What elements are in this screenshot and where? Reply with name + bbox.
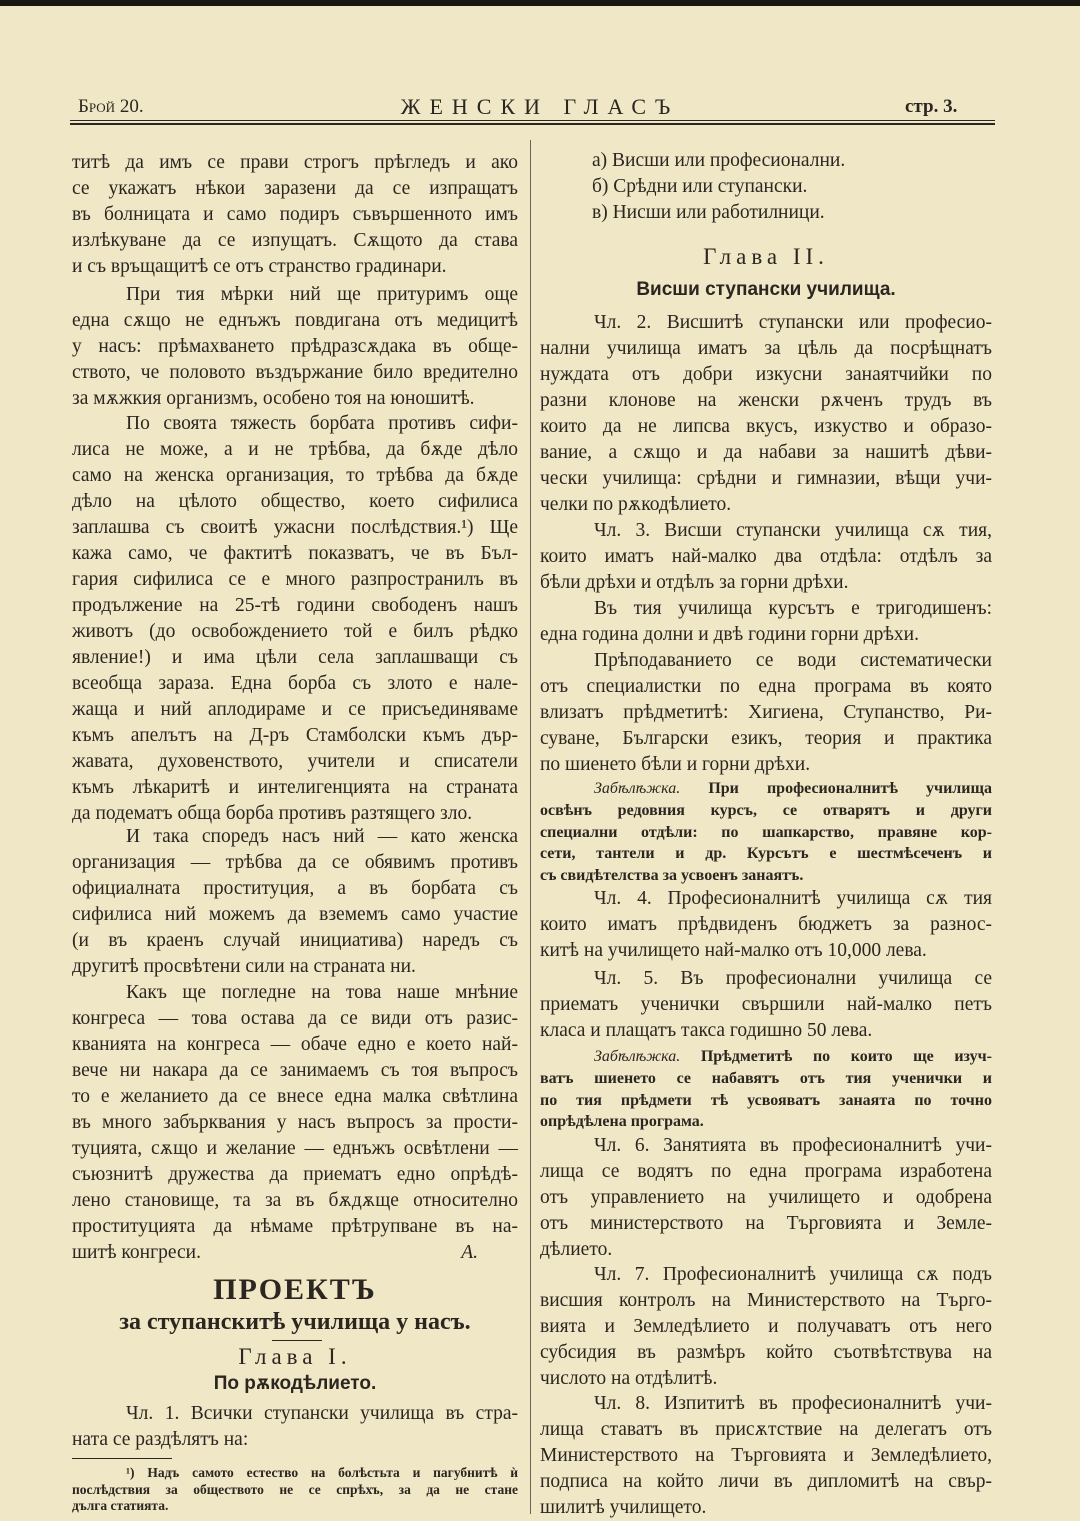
- paragraph: [540, 648, 992, 778]
- text-line: заплашва съ своитѣ ужасни послѣдствия.¹) Ще: [72, 517, 518, 538]
- text-line: които иматъ най-малко два отдѣла: отдѣлъ за: [540, 546, 992, 567]
- paragraph: [540, 886, 992, 964]
- issue-number: Брой 20.: [78, 96, 144, 117]
- chapter-2-heading: Глава II.: [703, 244, 829, 269]
- text-line: дѣло на цѣлото общество, което сифилиса: [72, 491, 518, 512]
- text-line: излѣкуване да се изпущатъ. Сѫщото да става: [72, 230, 518, 251]
- text-line: [540, 778, 992, 800]
- text-line: животъ (до освобождението той е билъ рѣдко: [72, 621, 518, 642]
- paragraph: [72, 411, 518, 827]
- text-line: лено становище, та за въ бѫдѫще относително: [72, 1190, 518, 1211]
- text-line: продължение на 25-тѣ години свободенъ нашъ: [72, 595, 518, 616]
- text-line: за мѫжкия организмъ, особено тоя на юношитѣ.: [72, 388, 475, 409]
- text-line: Чл. 3. Висши ступански училища сѫ тия,: [594, 520, 992, 541]
- text-line: отъ управлението на училището и одобрена: [540, 1187, 992, 1208]
- text-line: разни клонове на женски рѫченъ трудъ въ: [540, 390, 992, 411]
- text-line: [72, 1240, 518, 1266]
- paragraph: [72, 282, 518, 412]
- text-line: които да не липсва вкусъ, изкуство и образо-: [540, 416, 992, 437]
- text-line: титѣ да имъ се прави строгъ прѣгледъ и ако: [72, 152, 518, 173]
- text-line: въ болницата и само подиръ съвършенното имъ: [72, 204, 518, 225]
- paragraph: [540, 310, 992, 518]
- text-line: отъ специалистки по една програма въ която: [540, 676, 992, 697]
- text-line: Чл. 7. Професионалнитѣ училища сѫ подъ: [594, 1264, 992, 1285]
- list-item: а) Висши или професионални.: [592, 150, 846, 171]
- text-line: кажа само, че фактитѣ показватъ, че въ Бъл-: [72, 543, 518, 564]
- text-line: нуждата отъ добри изкусни занаятчийки по: [540, 364, 992, 385]
- text-line: жавата, духовенството, учители и списатели: [72, 751, 518, 772]
- article-subtitle: за ступанскитѣ училища у насъ.: [119, 1309, 471, 1335]
- text-line: Чл. 5. Въ професионални училища се: [594, 968, 992, 989]
- signature: А.: [461, 1242, 478, 1263]
- text-line: които иматъ прѣдвиденъ бюджетъ за разнос-: [540, 914, 992, 935]
- text-line: Чл. 1. Всички ступански училища въ стра-: [126, 1403, 518, 1424]
- footnote-rule: [72, 1458, 172, 1459]
- text-line: челки по рѫкодѣлието.: [540, 494, 732, 515]
- type-list: [592, 148, 845, 226]
- list-item: в) Нисши или работилници.: [592, 202, 825, 223]
- text-line: Чл. 8. Изпититѣ въ професионалнитѣ учи-: [594, 1393, 992, 1414]
- text-line: Какъ ще погледне на това наше мнѣние: [126, 982, 518, 1003]
- text-line: съ свидѣтелства за усвоенъ занаятъ.: [540, 867, 804, 885]
- text-line: (и въ краенъ случай инициатива) наредъ съ: [72, 930, 518, 951]
- text-line: суване, Български езикъ, теория и практика: [540, 728, 992, 749]
- text-line: [540, 1046, 992, 1068]
- text-line: кванията на конгреса — обаче едно е което най-: [72, 1034, 518, 1055]
- text-line: субсидия въ размѣръ който съотвѣтствува на: [540, 1342, 992, 1363]
- text-line: Министерството на Търговията и Земледѣлието,: [540, 1445, 992, 1466]
- text-line: нални училища иматъ за цѣль да посрѣщнатъ: [540, 338, 992, 359]
- text-line: организация — трѣбва да се обявимъ противъ: [72, 852, 518, 873]
- note-text: Прѣдметитѣ по които ще изуч-: [700, 1048, 992, 1065]
- footnote-line: дълга статията.: [72, 1498, 169, 1513]
- text-line: лища се водятъ по една програма изработена: [540, 1161, 992, 1182]
- text-line: влизатъ прѣдметитѣ: Хигиена, Ступанство, Ри-: [540, 702, 992, 723]
- footnote-line: ¹) Надъ самото естество на болѣстьта и пагубнитѣ ѝ: [126, 1465, 518, 1480]
- text-line: чески училища: срѣдни и гимназии, вѣщи учи-: [540, 468, 992, 489]
- text-line: Чл. 2. Висшитѣ ступански или професио-: [594, 312, 992, 333]
- note-paragraph: [540, 1046, 992, 1133]
- text-line: Чл. 6. Занятията въ професионалнитѣ учи-: [594, 1135, 992, 1156]
- text-line: ната се раздѣлятъ на:: [72, 1429, 249, 1450]
- scan-edge: [0, 0, 1080, 6]
- column-divider: [530, 140, 531, 1514]
- text-line: у насъ: прѣмахването прѣдразсѫдака въ обще-: [72, 336, 518, 357]
- text-line: конгреса — това остава да се види отъ разис-: [72, 1008, 518, 1029]
- page-number: стр. 3.: [905, 96, 958, 117]
- paragraph: [540, 1133, 992, 1263]
- line-text: шитѣ конгреси.: [72, 1242, 201, 1263]
- text-line: всеобща зараза. Една борба съ злото е нале-: [72, 673, 518, 694]
- text-line: туцията, сѫщо и желание — еднъжъ освѣтлени —: [72, 1138, 518, 1159]
- footnote-line: послѣдствия за обществото не се спрѣхъ, за да не стане: [72, 1481, 518, 1497]
- title-rule: [272, 1340, 322, 1341]
- text-line: ватъ шиенето се набавятъ отъ тия ученички и: [540, 1069, 992, 1087]
- paragraph: [540, 966, 992, 1044]
- chapter-2-title: Висши ступански училища.: [636, 279, 896, 300]
- text-line: къмъ апелътъ на Д-ръ Стамболски къмъ дър-: [72, 725, 518, 746]
- text-line: явление!) и има цѣли села заплашващи съ: [72, 647, 518, 668]
- text-line: официалната проституция, а въ борбата съ: [72, 878, 518, 899]
- text-line: приематъ ученички свършили най-малко петъ: [540, 994, 992, 1015]
- text-line: сифилиса ний можемъ да вземемъ само участие: [72, 904, 518, 925]
- text-line: жаща и ний аплодираме и се присъединяваме: [72, 699, 518, 720]
- text-line: проституцията да нѣмаме прѣтрупване въ на-: [72, 1216, 518, 1237]
- note-text: При професионалнитѣ училища: [708, 780, 992, 797]
- header-rule-thick: [70, 123, 995, 125]
- paragraph: [72, 824, 518, 980]
- text-line: бѣли дрѣхи и отдѣлъ за горни дрѣхи.: [540, 572, 849, 593]
- article-title: ПРОЕКТЪ: [213, 1273, 377, 1306]
- text-line: една сѫщо не еднъжъ повдигана отъ медицитѣ: [72, 310, 518, 331]
- note-label: Забѣлѣжка.: [594, 1048, 681, 1065]
- paragraph: [72, 150, 518, 280]
- text-line: дѣлието.: [540, 1239, 613, 1260]
- text-line: лища ставатъ въ присѫтствие на делегатъ отъ: [540, 1419, 992, 1440]
- text-line: И така споредъ насъ ний — като женска: [126, 826, 518, 847]
- paragraph: [540, 596, 992, 648]
- text-line: класа и плащатъ такса годишно 50 лева.: [540, 1020, 873, 1041]
- text-line: освѣнъ редовния курсъ, се отварятъ и други: [540, 801, 992, 819]
- text-line: по тия прѣдмети тѣ усвояватъ занаята по точно: [540, 1091, 992, 1109]
- text-line: опрѣдѣлена програма.: [540, 1113, 704, 1131]
- note-label: Забѣлѣжка.: [594, 780, 681, 797]
- text-line: по шиенето бѣли и горни дрѣхи.: [540, 754, 811, 775]
- text-line: подписа на който личи въ дипломитѣ на свър-: [540, 1471, 992, 1492]
- text-line: отъ министерството на Търговията и Земле-: [540, 1213, 992, 1234]
- header-rule-thin: [70, 120, 995, 121]
- text-line: вание, а сѫщо и да набави за нашитѣ дѣви-: [540, 442, 992, 463]
- text-line: При тия мѣрки ний ще притуримъ още: [126, 284, 518, 305]
- text-line: числото на отдѣлитѣ.: [540, 1368, 718, 1389]
- paragraph: [540, 518, 992, 596]
- text-line: въ много забърквания у насъ въпросъ за прости-: [72, 1112, 518, 1133]
- text-line: една година долни и двѣ години горни дрѣхи.: [540, 624, 919, 645]
- chapter-1-heading: Глава I.: [238, 1344, 352, 1369]
- footnote: [72, 1465, 518, 1515]
- text-line: се укажатъ нѣкои заразени да се изпращатъ: [72, 178, 518, 199]
- text-line: вията и Земледѣлието и получаватъ отъ него: [540, 1316, 992, 1337]
- text-line: Прѣподаванието се води систематически: [594, 650, 992, 671]
- text-line: съюзнитѣ дружества да приематъ едно опрѣдѣ-: [72, 1164, 518, 1185]
- text-line: висшия контролъ на Министерството на Търго-: [540, 1290, 992, 1311]
- text-line: По своята тяжесть борбата противъ сифи-: [126, 413, 518, 434]
- paragraph: [72, 980, 518, 1266]
- text-line: само на женска организация, то трѣбва да бѫде: [72, 465, 518, 486]
- text-line: Чл. 4. Професионалнитѣ училища сѫ тия: [594, 888, 992, 909]
- article-1: [72, 1401, 518, 1453]
- text-line: и съ връщащитѣ се отъ странство градинари.: [72, 256, 447, 277]
- text-line: къмъ лѣкаритѣ и интелигенцията на страната: [72, 777, 518, 798]
- paragraph: [540, 1262, 992, 1392]
- text-line: то е желанието да се внесе една малка свѣтлина: [72, 1086, 518, 1107]
- text-line: Въ тия училища курсътъ е тригодишенъ:: [594, 598, 992, 619]
- list-item: б) Срѣдни или ступански.: [592, 176, 808, 197]
- text-line: лиса не може, а и не трѣбва, да бѫде дѣло: [72, 439, 518, 460]
- text-line: другитѣ просвѣтени сили на страната ни.: [72, 956, 416, 977]
- chapter-1-title: По рѫкодѣлието.: [213, 1373, 377, 1394]
- text-line: да подематъ обща борба противъ разтящего зло.: [72, 803, 473, 824]
- text-line: сети, тантели и др. Курсътъ е шестмѣсеченъ и: [540, 845, 992, 863]
- text-line: шилитѣ училището.: [540, 1497, 707, 1518]
- text-line: китѣ на училището най-малко отъ 10,000 лева.: [540, 940, 927, 961]
- newspaper-title: ЖЕНСКИ ГЛАСЪ: [400, 94, 680, 119]
- text-line: специални отдѣли: по шапкарство, правяне кор-: [540, 823, 992, 841]
- text-line: ството, че половото въздържание било вредително: [72, 362, 518, 383]
- text-line: гария сифилиса се е много разпространилъ въ: [72, 569, 518, 590]
- note-paragraph: [540, 778, 992, 887]
- text-line: вече ни накара да се занимаемъ съ тоя въпросъ: [72, 1060, 518, 1081]
- paragraph: [540, 1391, 992, 1521]
